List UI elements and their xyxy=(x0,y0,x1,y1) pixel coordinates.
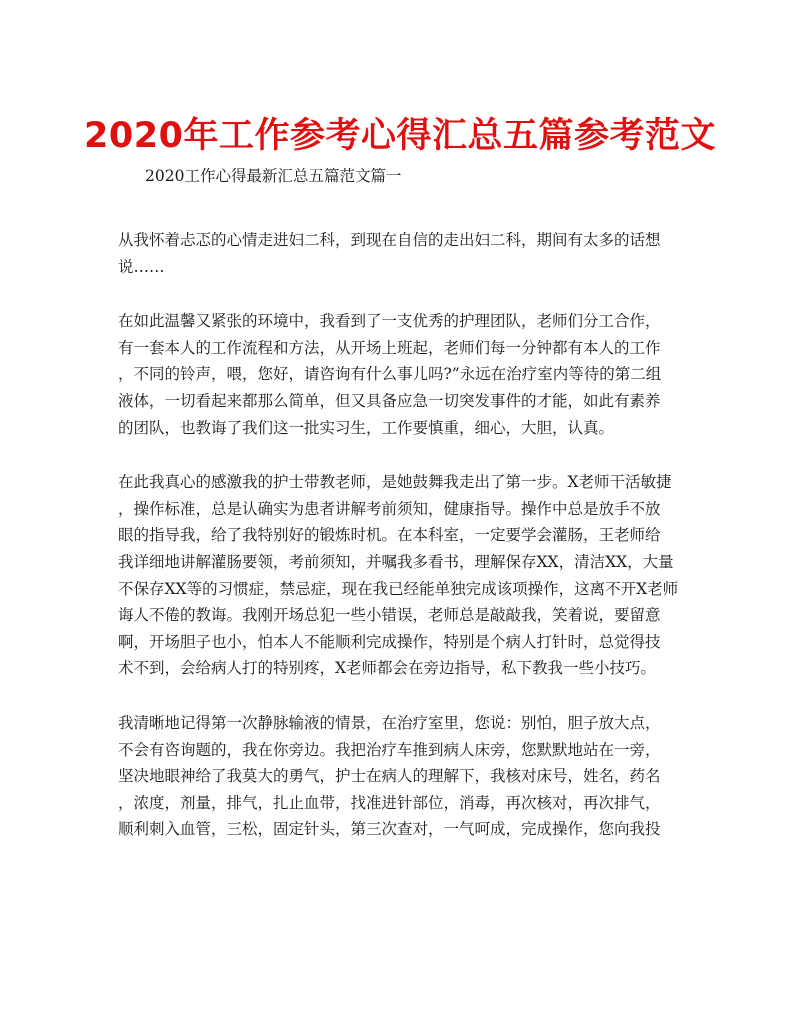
text-line: 液体，一切看起来都那么简单，但又具备应急一切突发事件的才能，如此有素养 xyxy=(118,391,661,410)
text-line: 在如此温馨又紧张的环境中，我看到了一支优秀的护理团队，老师们分工合作， xyxy=(118,312,661,331)
text-line: 啊，开场胆子也小，怕本人不能顺利完成操作，特别是个病人打针时，总觉得技 xyxy=(118,632,661,651)
text-line: ，浓度，剂量，排气，扎止血带，找准进针部位，消毒，再次核对，再次排气， xyxy=(118,793,661,812)
text-line: 在此我真心的感激我的护士带教老师，是她鼓舞我走出了第一步。X老师干活敏捷 xyxy=(118,473,672,492)
paragraph xyxy=(118,227,684,280)
paragraph xyxy=(118,710,684,843)
text-line: ，操作标准，总是认确实为患者讲解考前须知，健康指导。操作中总是放手不放 xyxy=(118,499,661,518)
document-subtitle: 2020工作心得最新汇总五篇范文篇一 xyxy=(145,167,402,185)
paragraph xyxy=(118,469,684,682)
document-title: 2020年工作参考心得汇总五篇参考范文 xyxy=(84,116,716,156)
paragraph xyxy=(118,308,684,441)
text-line: 顺利刺入血管，三松，固定针头，第三次查对，一气呵成，完成操作，您向我投 xyxy=(118,820,661,839)
text-line: 眼的指导我，给了我特别好的锻炼时机。在本科室，一定要学会灌肠，王老师给 xyxy=(118,526,661,545)
text-line: 我详细地讲解灌肠要领，考前须知，并嘱我多看书，理解保存XX，清洁XX，大量 xyxy=(118,552,674,571)
text-line: 术不到，会给病人打的特别疼，X老师都会在旁边指导，私下教我一些小技巧。 xyxy=(118,659,657,678)
document-body xyxy=(118,227,684,871)
text-line: 不会有咨询题的，我在你旁边。我把治疗车推到病人床旁，您默默地站在一旁， xyxy=(118,740,661,759)
text-line: 的团队，也教诲了我们这一批实习生，工作要慎重，细心，大胆，认真。 xyxy=(118,418,615,437)
text-line: 有一套本人的工作流程和方法，从开场上班起，老师们每一分钟都有本人的工作 xyxy=(118,338,661,357)
text-line: 说…… xyxy=(118,257,165,276)
text-line: 诲人不倦的教诲。我刚开场总犯一些小错误，老师总是敲敲我，笑着说，要留意 xyxy=(118,606,661,625)
text-line: 我清晰地记得第一次静脉输液的情景，在治疗室里，您说：别怕，胆子放大点， xyxy=(118,713,661,732)
text-line: 不保存XX等的习惯症，禁忌症，现在我已经能单独完成该项操作，这离不开X老师 xyxy=(118,579,679,598)
text-line: 从我怀着忐忑的心情走进妇二科，到现在自信的走出妇二科，期间有太多的话想 xyxy=(118,231,661,249)
text-line: ，不同的铃声，喂，您好，请咨询有什么事儿吗?”永远在治疗室内等待的第二组 xyxy=(118,365,662,384)
text-line: 坚决地眼神给了我莫大的勇气，护士在病人的理解下，我核对床号，姓名，药名 xyxy=(118,767,661,786)
